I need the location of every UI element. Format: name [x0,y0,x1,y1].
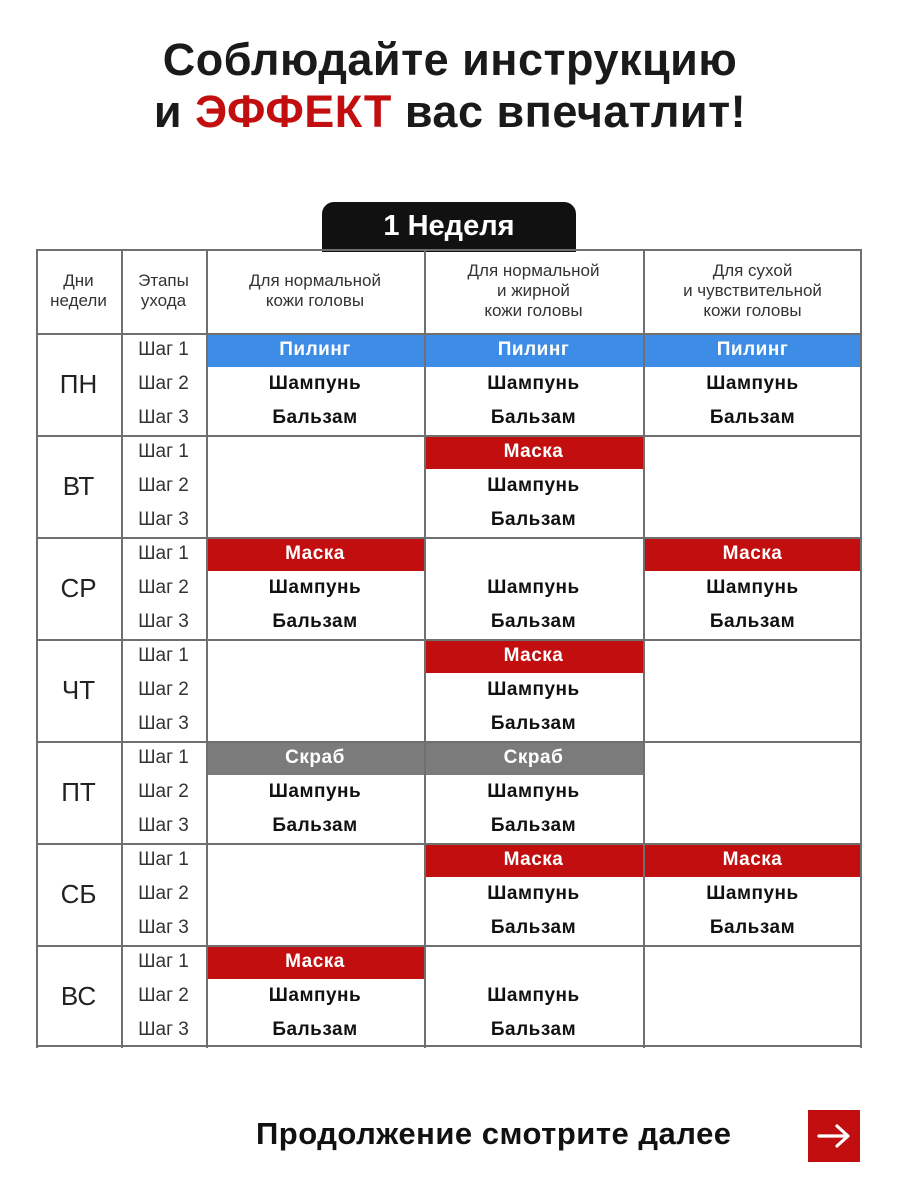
grid-line [36,741,862,743]
step-label: Шаг 1 [138,441,189,462]
step-label: Шаг 3 [138,815,189,836]
step-label: Шаг 3 [138,917,189,938]
grid-line [36,537,862,539]
column-header: Для нормальной и жирной кожи головы [467,261,600,320]
treatment-step: Бальзам [490,713,577,734]
treatment-highlight: Маска [424,843,643,877]
headline [0,34,900,138]
grid-line [36,945,862,947]
treatment-highlight: Пилинг [206,333,424,367]
treatment-step: Бальзам [272,1019,358,1040]
headline-accent: ЭФФЕКТ [195,86,392,137]
treatment-step: Бальзам [490,815,577,836]
column-header: Для нормальной кожи головы [249,271,381,310]
step-label: Шаг 3 [138,407,189,428]
grid-line [36,843,862,845]
grid-line [643,249,645,1048]
treatment-highlight: Скраб [206,741,424,775]
treatment-step: Шампунь [487,679,580,700]
day-label: ПТ [61,776,96,807]
headline-prefix: и [153,86,183,137]
step-label: Шаг 2 [138,679,189,700]
week-tab: 1 Неделя [322,202,576,252]
grid-line [36,435,862,437]
step-label: Шаг 1 [138,339,189,360]
treatment-step: Бальзам [709,917,796,938]
grid-line [424,249,426,1048]
step-label: Шаг 2 [138,985,189,1006]
treatment-highlight: Пилинг [643,333,862,367]
treatment-step: Бальзам [272,407,358,428]
treatment-step: Шампунь [487,577,580,598]
continue-text: Продолжение смотрите далее [256,1116,732,1151]
day-label: СБ [60,878,97,909]
step-label: Шаг 1 [138,543,189,564]
treatment-step: Шампунь [268,373,362,394]
step-label: Шаг 2 [138,373,189,394]
treatment-highlight: Пилинг [424,333,643,367]
treatment-highlight: Маска [206,537,424,571]
treatment-step: Шампунь [487,985,580,1006]
step-label: Шаг 2 [138,577,189,598]
step-label: Шаг 1 [138,951,189,972]
treatment-step: Шампунь [268,781,362,802]
treatment-highlight: Маска [424,435,643,469]
step-label: Шаг 3 [138,713,189,734]
grid-line [36,1045,862,1047]
grid-line [36,249,862,251]
treatment-step: Шампунь [706,373,799,394]
treatment-step: Бальзам [490,1019,577,1040]
headline-line-1: Соблюдайте инструкцию [162,34,738,85]
headline-suffix: вас впечатлит! [404,86,747,137]
step-label: Шаг 2 [138,475,189,496]
day-label: СР [60,572,97,603]
treatment-highlight: Маска [643,843,862,877]
day-label: ВТ [62,470,95,501]
treatment-highlight: Скраб [424,741,643,775]
treatment-highlight: Маска [206,945,424,979]
treatment-step: Шампунь [706,577,799,598]
treatment-step: Бальзам [272,611,358,632]
grid-line [36,639,862,641]
step-label: Шаг 1 [138,645,189,666]
treatment-step: Шампунь [706,883,799,904]
headline-line-2 [0,86,900,138]
treatment-step: Бальзам [709,407,796,428]
treatment-step: Шампунь [487,781,580,802]
treatment-step: Бальзам [490,509,577,530]
column-header: Этапы ухода [138,271,189,310]
treatment-step: Бальзам [490,917,577,938]
grid-line [121,249,123,1048]
treatment-step: Бальзам [272,815,358,836]
step-label: Шаг 1 [138,747,189,768]
treatment-step: Бальзам [709,611,796,632]
step-label: Шаг 3 [138,509,189,530]
step-label: Шаг 3 [138,1019,189,1040]
grid-line [206,249,208,1048]
step-label: Шаг 2 [138,883,189,904]
day-label: ЧТ [61,674,96,705]
column-header: Дни недели [50,271,107,310]
treatment-highlight: Маска [643,537,862,571]
treatment-highlight: Маска [424,639,643,673]
step-label: Шаг 2 [138,781,189,802]
grid-line [36,333,862,335]
treatment-step: Шампунь [268,577,362,598]
day-label: ВС [60,980,97,1011]
arrow-right-icon [817,1124,851,1148]
grid-line [36,249,38,1048]
treatment-step: Шампунь [487,883,580,904]
treatment-step: Бальзам [490,407,577,428]
day-label: ПН [59,368,98,399]
treatment-step: Шампунь [487,475,580,496]
next-button[interactable] [808,1110,860,1162]
column-header: Для сухой и чувствительной кожи головы [683,261,822,320]
schedule-table [36,249,862,1048]
treatment-step: Шампунь [268,985,362,1006]
treatment-step: Бальзам [490,611,577,632]
treatment-step: Шампунь [487,373,580,394]
step-label: Шаг 1 [138,849,189,870]
grid-line [860,249,862,1048]
step-label: Шаг 3 [138,611,189,632]
